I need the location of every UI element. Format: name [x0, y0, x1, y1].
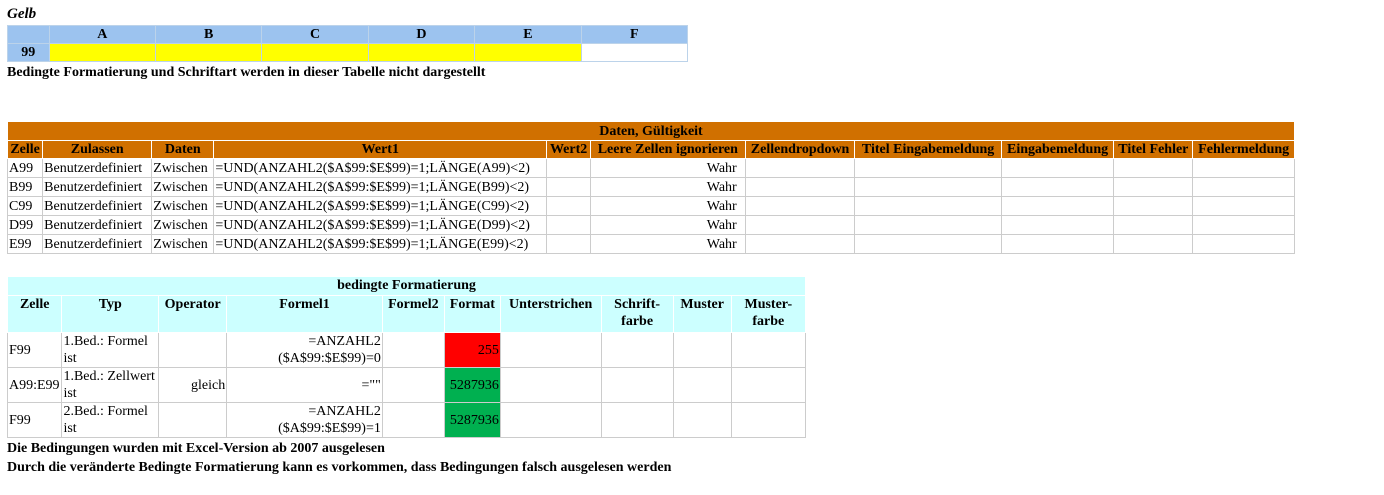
- dv-cell-wert2: [547, 178, 591, 197]
- dv-cell-titel-fehler: [1114, 216, 1193, 235]
- table-row: [8, 333, 806, 368]
- cf-cell-formel1: =ANZAHL2 ($A$99:$E$99)=1: [227, 403, 383, 438]
- cf-cell-muster: [673, 333, 731, 368]
- dv-cell-zulassen: Benutzerdefiniert: [43, 235, 152, 254]
- table-row: [8, 216, 1295, 235]
- dv-cell-wert2: [547, 216, 591, 235]
- cf-cell-format: 5287936: [444, 368, 500, 403]
- display-note: Bedingte Formatierung und Schriftart werden in dieser Tabelle nicht dargestellt: [7, 65, 486, 80]
- dv-header-wert1: Wert1: [214, 141, 547, 159]
- conditional-formatting-table: [7, 276, 806, 438]
- cf-cell-schriftfarbe: [601, 368, 673, 403]
- table-row: [8, 235, 1295, 254]
- dv-cell-daten: Zwischen: [152, 197, 214, 216]
- dv-header-daten: Daten: [152, 141, 214, 159]
- data-validation-header-row: [8, 141, 1295, 159]
- cf-cell-formel2: [382, 333, 444, 368]
- cell-a99: [49, 44, 155, 62]
- cell-e99: [475, 44, 581, 62]
- dv-cell-eingabemeldung: [1001, 159, 1114, 178]
- cf-cell-operator: [159, 403, 227, 438]
- cf-header-operator: Operator: [159, 296, 227, 333]
- dv-cell-fehlermeldung: [1193, 197, 1295, 216]
- dv-cell-zellendropdown: [745, 216, 855, 235]
- dv-cell-titel-eingabe: [855, 216, 1001, 235]
- cf-header-schriftfarbe: Schrift-farbe: [601, 296, 673, 333]
- cf-cell-muster: [673, 368, 731, 403]
- dv-cell-zellendropdown: [745, 178, 855, 197]
- cell-f99: [581, 44, 687, 62]
- dv-cell-titel-eingabe: [855, 159, 1001, 178]
- dv-cell-wert1: =UND(ANZAHL2($A$99:$E$99)=1;LÄNGE(D99)<2): [214, 216, 547, 235]
- dv-cell-fehlermeldung: [1193, 178, 1295, 197]
- dv-cell-wert1: =UND(ANZAHL2($A$99:$E$99)=1;LÄNGE(B99)<2): [214, 178, 547, 197]
- dv-cell-titel-eingabe: [855, 235, 1001, 254]
- cf-header-formel1: Formel1: [227, 296, 383, 333]
- dv-cell-eingabemeldung: [1001, 235, 1114, 254]
- dv-cell-zellendropdown: [745, 197, 855, 216]
- cf-header-formel2: Formel2: [382, 296, 444, 333]
- corner-cell: [8, 26, 50, 44]
- dv-cell-titel-fehler: [1114, 197, 1193, 216]
- table-row: [8, 368, 806, 403]
- column-header-c: C: [262, 26, 368, 44]
- dv-header-zellendropdown: Zellendropdown: [745, 141, 855, 159]
- cf-cell-zelle: F99: [8, 403, 62, 438]
- dv-cell-zelle: B99: [8, 178, 43, 197]
- cell-d99: [368, 44, 474, 62]
- column-header-a: A: [49, 26, 155, 44]
- dv-cell-zulassen: Benutzerdefiniert: [43, 178, 152, 197]
- cf-header-musterfarbe: Muster-farbe: [731, 296, 805, 333]
- cf-cell-zelle: A99:E99: [8, 368, 62, 403]
- cf-cell-typ: 1.Bed.: Formel ist: [62, 333, 159, 368]
- dv-header-titel-eingabe: Titel Eingabemeldung: [855, 141, 1001, 159]
- dv-cell-leere-zellen: Wahr: [590, 178, 745, 197]
- dv-cell-titel-eingabe: [855, 178, 1001, 197]
- dv-cell-titel-fehler: [1114, 235, 1193, 254]
- dv-cell-wert1: =UND(ANZAHL2($A$99:$E$99)=1;LÄNGE(C99)<2): [214, 197, 547, 216]
- column-header-row: [8, 26, 688, 44]
- dv-cell-eingabemeldung: [1001, 178, 1114, 197]
- dv-cell-wert2: [547, 235, 591, 254]
- cf-cell-formel2: [382, 368, 444, 403]
- dv-cell-titel-fehler: [1114, 159, 1193, 178]
- cf-header-zelle: Zelle: [8, 296, 62, 333]
- cf-cell-formel1: =ANZAHL2 ($A$99:$E$99)=0: [227, 333, 383, 368]
- conditional-formatting-header-row: [8, 296, 806, 333]
- dv-cell-daten: Zwischen: [152, 235, 214, 254]
- table-row: [8, 403, 806, 438]
- dv-header-wert2: Wert2: [547, 141, 591, 159]
- dv-cell-zulassen: Benutzerdefiniert: [43, 216, 152, 235]
- dv-cell-titel-eingabe: [855, 197, 1001, 216]
- cf-cell-musterfarbe: [731, 403, 805, 438]
- dv-cell-zellendropdown: [745, 235, 855, 254]
- data-validation-table: [7, 121, 1295, 254]
- cf-cell-typ: 1.Bed.: Zellwert ist: [62, 368, 159, 403]
- dv-cell-wert2: [547, 159, 591, 178]
- dv-cell-leere-zellen: Wahr: [590, 197, 745, 216]
- cell-c99: [262, 44, 368, 62]
- cf-cell-unterstrichen: [500, 403, 601, 438]
- cf-cell-unterstrichen: [500, 368, 601, 403]
- data-validation-caption: Daten, Gültigkeit: [8, 122, 1295, 141]
- cf-cell-schriftfarbe: [601, 333, 673, 368]
- dv-cell-leere-zellen: Wahr: [590, 235, 745, 254]
- dv-cell-zelle: A99: [8, 159, 43, 178]
- cf-header-unterstrichen: Unterstrichen: [500, 296, 601, 333]
- cf-cell-typ: 2.Bed.: Formel ist: [62, 403, 159, 438]
- dv-cell-leere-zellen: Wahr: [590, 216, 745, 235]
- sheet-row-99: [8, 44, 688, 62]
- dv-header-zelle: Zelle: [8, 141, 43, 159]
- dv-cell-zelle: D99: [8, 216, 43, 235]
- cf-header-typ: Typ: [62, 296, 159, 333]
- dv-header-fehlermeldung: Fehlermeldung: [1193, 141, 1295, 159]
- table-row: [8, 197, 1295, 216]
- cf-cell-unterstrichen: [500, 333, 601, 368]
- cf-cell-format: 5287936: [444, 403, 500, 438]
- dv-cell-zelle: C99: [8, 197, 43, 216]
- conditional-formatting-caption: bedingte Formatierung: [8, 277, 806, 296]
- cf-cell-operator: [159, 333, 227, 368]
- cf-cell-musterfarbe: [731, 333, 805, 368]
- cf-cell-muster: [673, 403, 731, 438]
- dv-cell-daten: Zwischen: [152, 216, 214, 235]
- column-header-d: D: [368, 26, 474, 44]
- dv-cell-leere-zellen: Wahr: [590, 159, 745, 178]
- dv-cell-fehlermeldung: [1193, 235, 1295, 254]
- cf-cell-musterfarbe: [731, 368, 805, 403]
- dv-cell-wert2: [547, 197, 591, 216]
- row-header: 99: [8, 44, 50, 62]
- dv-cell-eingabemeldung: [1001, 197, 1114, 216]
- dv-header-eingabemeldung: Eingabemeldung: [1001, 141, 1114, 159]
- cf-cell-formel2: [382, 403, 444, 438]
- dv-cell-zellendropdown: [745, 159, 855, 178]
- cf-cell-schriftfarbe: [601, 403, 673, 438]
- cf-header-muster: Muster: [673, 296, 731, 333]
- excel-version-note: Die Bedingungen wurden mit Excel-Version ab 2007 ausgelesen: [7, 441, 385, 456]
- column-header-f: F: [581, 26, 687, 44]
- table-row: [8, 159, 1295, 178]
- dv-cell-daten: Zwischen: [152, 159, 214, 178]
- dv-cell-fehlermeldung: [1193, 216, 1295, 235]
- formatting-warning-note: Durch die veränderte Bedingte Formatierung kann es vorkommen, dass Bedingungen falsch ausgelesen werden: [7, 460, 672, 475]
- dv-cell-daten: Zwischen: [152, 178, 214, 197]
- cf-header-format: Format: [444, 296, 500, 333]
- sheet-preview-table: [7, 25, 688, 62]
- cf-cell-zelle: F99: [8, 333, 62, 368]
- dv-header-zulassen: Zulassen: [43, 141, 152, 159]
- column-header-e: E: [475, 26, 581, 44]
- dv-cell-wert1: =UND(ANZAHL2($A$99:$E$99)=1;LÄNGE(A99)<2): [214, 159, 547, 178]
- cf-cell-formel1: ="": [227, 368, 383, 403]
- dv-cell-fehlermeldung: [1193, 159, 1295, 178]
- sheet-title: Gelb: [7, 6, 37, 22]
- dv-cell-zulassen: Benutzerdefiniert: [43, 159, 152, 178]
- dv-cell-zelle: E99: [8, 235, 43, 254]
- column-header-b: B: [155, 26, 261, 44]
- cf-cell-format: 255: [444, 333, 500, 368]
- dv-header-leere-zellen: Leere Zellen ignorieren: [590, 141, 745, 159]
- dv-header-titel-fehler: Titel Fehler: [1114, 141, 1193, 159]
- dv-cell-eingabemeldung: [1001, 216, 1114, 235]
- cf-cell-operator: gleich: [159, 368, 227, 403]
- dv-cell-zulassen: Benutzerdefiniert: [43, 197, 152, 216]
- table-row: [8, 178, 1295, 197]
- dv-cell-titel-fehler: [1114, 178, 1193, 197]
- dv-cell-wert1: =UND(ANZAHL2($A$99:$E$99)=1;LÄNGE(E99)<2): [214, 235, 547, 254]
- cell-b99: [155, 44, 261, 62]
